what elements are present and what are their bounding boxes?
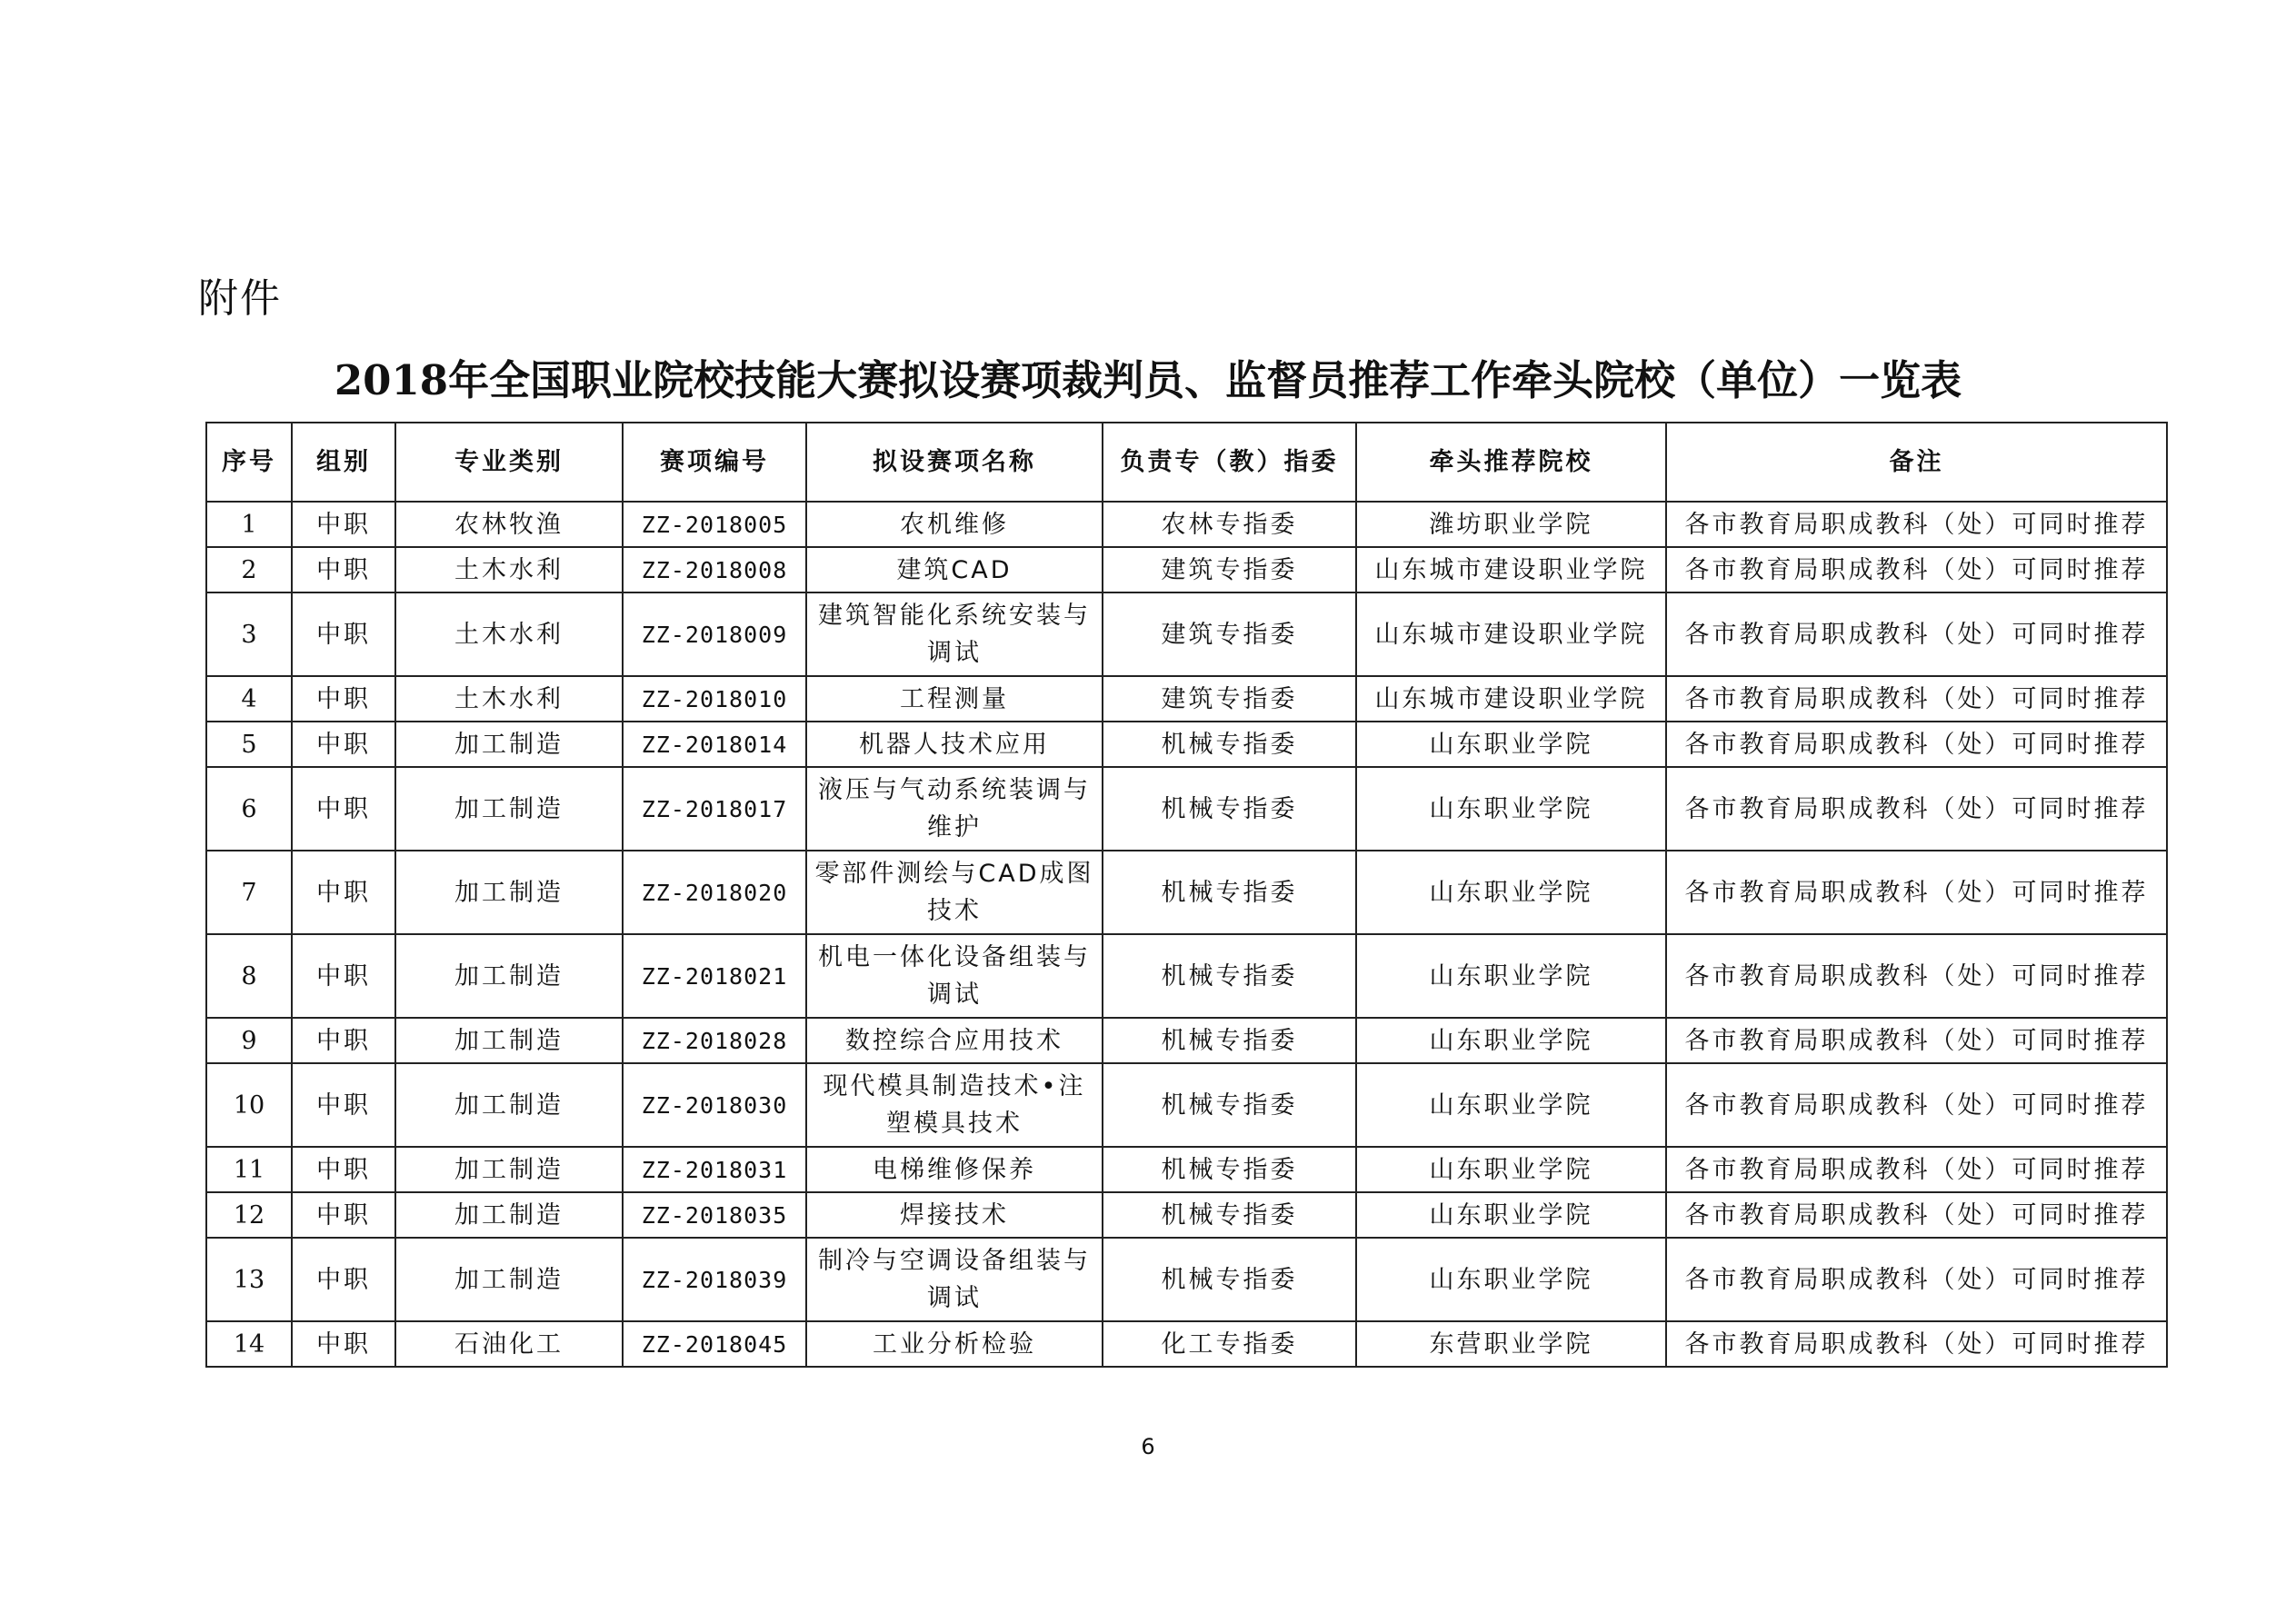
- cell-code: ZZ-2018020: [623, 851, 806, 934]
- cell-category: 加工制造: [395, 851, 623, 934]
- cell-category: 土木水利: [395, 547, 623, 592]
- cell-index: 8: [206, 934, 292, 1018]
- cell-committee: 建筑专指委: [1103, 592, 1356, 676]
- cell-code: ZZ-2018010: [623, 676, 806, 722]
- cell-committee: 建筑专指委: [1103, 547, 1356, 592]
- cell-group: 中职: [292, 1018, 395, 1063]
- cell-note: 各市教育局职成教科（处）可同时推荐: [1666, 1238, 2167, 1321]
- table-row: [206, 1238, 2167, 1321]
- cell-group: 中职: [292, 1238, 395, 1321]
- cell-group: 中职: [292, 502, 395, 547]
- cell-event-name: 电梯维修保养: [806, 1147, 1103, 1192]
- table-row: [206, 767, 2167, 851]
- cell-category: 土木水利: [395, 592, 623, 676]
- cell-index: 7: [206, 851, 292, 934]
- table-row: [206, 502, 2167, 547]
- cell-index: 14: [206, 1321, 292, 1367]
- cell-code: ZZ-2018014: [623, 722, 806, 767]
- cell-index: 6: [206, 767, 292, 851]
- attachment-label: 附件: [198, 275, 282, 322]
- header-index: 序号: [206, 423, 292, 502]
- cell-event-name: 制冷与空调设备组装与调试: [806, 1238, 1103, 1321]
- table-row: [206, 1018, 2167, 1063]
- cell-lead-school: 山东城市建设职业学院: [1356, 676, 1666, 722]
- cell-group: 中职: [292, 1147, 395, 1192]
- cell-committee: 机械专指委: [1103, 767, 1356, 851]
- cell-note: 各市教育局职成教科（处）可同时推荐: [1666, 934, 2167, 1018]
- recommendation-table: [205, 422, 2168, 1368]
- cell-index: 13: [206, 1238, 292, 1321]
- cell-committee: 农林专指委: [1103, 502, 1356, 547]
- cell-category: 土木水利: [395, 676, 623, 722]
- cell-index: 12: [206, 1192, 292, 1238]
- cell-lead-school: 山东职业学院: [1356, 1063, 1666, 1147]
- cell-note: 各市教育局职成教科（处）可同时推荐: [1666, 722, 2167, 767]
- cell-committee: 机械专指委: [1103, 1147, 1356, 1192]
- cell-code: ZZ-2018028: [623, 1018, 806, 1063]
- cell-lead-school: 山东城市建设职业学院: [1356, 592, 1666, 676]
- cell-event-name: 机器人技术应用: [806, 722, 1103, 767]
- header-lead-school: 牵头推荐院校: [1356, 423, 1666, 502]
- table-row: [206, 592, 2167, 676]
- cell-event-name: 机电一体化设备组装与调试: [806, 934, 1103, 1018]
- cell-event-name: 焊接技术: [806, 1192, 1103, 1238]
- cell-category: 加工制造: [395, 1147, 623, 1192]
- table-row: [206, 722, 2167, 767]
- cell-lead-school: 山东职业学院: [1356, 722, 1666, 767]
- cell-note: 各市教育局职成教科（处）可同时推荐: [1666, 547, 2167, 592]
- cell-group: 中职: [292, 722, 395, 767]
- cell-event-name: 零部件测绘与CAD成图技术: [806, 851, 1103, 934]
- cell-category: 加工制造: [395, 767, 623, 851]
- table-row: [206, 851, 2167, 934]
- cell-committee: 机械专指委: [1103, 934, 1356, 1018]
- cell-event-name: 液压与气动系统装调与维护: [806, 767, 1103, 851]
- cell-lead-school: 山东职业学院: [1356, 1018, 1666, 1063]
- cell-committee: 化工专指委: [1103, 1321, 1356, 1367]
- cell-index: 4: [206, 676, 292, 722]
- cell-note: 各市教育局职成教科（处）可同时推荐: [1666, 767, 2167, 851]
- cell-group: 中职: [292, 934, 395, 1018]
- cell-lead-school: 山东职业学院: [1356, 851, 1666, 934]
- cell-group: 中职: [292, 1321, 395, 1367]
- cell-code: ZZ-2018005: [623, 502, 806, 547]
- header-event-name: 拟设赛项名称: [806, 423, 1103, 502]
- cell-note: 各市教育局职成教科（处）可同时推荐: [1666, 851, 2167, 934]
- cell-code: ZZ-2018021: [623, 934, 806, 1018]
- document-title: 2018年全国职业院校技能大赛拟设赛项裁判员、监督员推荐工作牵头院校（单位）一览表: [334, 356, 1962, 404]
- cell-note: 各市教育局职成教科（处）可同时推荐: [1666, 676, 2167, 722]
- cell-category: 加工制造: [395, 722, 623, 767]
- cell-category: 加工制造: [395, 1238, 623, 1321]
- cell-category: 石油化工: [395, 1321, 623, 1367]
- cell-event-name: 建筑智能化系统安装与调试: [806, 592, 1103, 676]
- cell-lead-school: 潍坊职业学院: [1356, 502, 1666, 547]
- cell-lead-school: 山东职业学院: [1356, 1238, 1666, 1321]
- cell-note: 各市教育局职成教科（处）可同时推荐: [1666, 502, 2167, 547]
- table-row: [206, 1321, 2167, 1367]
- cell-note: 各市教育局职成教科（处）可同时推荐: [1666, 1321, 2167, 1367]
- cell-committee: 机械专指委: [1103, 1063, 1356, 1147]
- cell-code: ZZ-2018031: [623, 1147, 806, 1192]
- cell-event-name: 农机维修: [806, 502, 1103, 547]
- header-note: 备注: [1666, 423, 2167, 502]
- cell-note: 各市教育局职成教科（处）可同时推荐: [1666, 1192, 2167, 1238]
- cell-committee: 机械专指委: [1103, 1018, 1356, 1063]
- cell-category: 加工制造: [395, 1018, 623, 1063]
- cell-code: ZZ-2018030: [623, 1063, 806, 1147]
- cell-event-name: 数控综合应用技术: [806, 1018, 1103, 1063]
- cell-group: 中职: [292, 592, 395, 676]
- cell-event-name: 建筑CAD: [806, 547, 1103, 592]
- table-row: [206, 547, 2167, 592]
- cell-index: 10: [206, 1063, 292, 1147]
- cell-code: ZZ-2018045: [623, 1321, 806, 1367]
- cell-event-name: 现代模具制造技术•注塑模具技术: [806, 1063, 1103, 1147]
- cell-code: ZZ-2018039: [623, 1238, 806, 1321]
- cell-group: 中职: [292, 767, 395, 851]
- cell-committee: 建筑专指委: [1103, 676, 1356, 722]
- table-row: [206, 1147, 2167, 1192]
- cell-code: ZZ-2018009: [623, 592, 806, 676]
- table-row: [206, 1063, 2167, 1147]
- cell-note: 各市教育局职成教科（处）可同时推荐: [1666, 1018, 2167, 1063]
- cell-committee: 机械专指委: [1103, 1192, 1356, 1238]
- cell-group: 中职: [292, 1063, 395, 1147]
- cell-index: 1: [206, 502, 292, 547]
- cell-committee: 机械专指委: [1103, 851, 1356, 934]
- cell-code: ZZ-2018017: [623, 767, 806, 851]
- cell-note: 各市教育局职成教科（处）可同时推荐: [1666, 1147, 2167, 1192]
- cell-note: 各市教育局职成教科（处）可同时推荐: [1666, 1063, 2167, 1147]
- cell-lead-school: 山东职业学院: [1356, 767, 1666, 851]
- cell-category: 加工制造: [395, 1192, 623, 1238]
- cell-code: ZZ-2018035: [623, 1192, 806, 1238]
- header-category: 专业类别: [395, 423, 623, 502]
- cell-lead-school: 东营职业学院: [1356, 1321, 1666, 1367]
- cell-group: 中职: [292, 1192, 395, 1238]
- cell-lead-school: 山东城市建设职业学院: [1356, 547, 1666, 592]
- header-code: 赛项编号: [623, 423, 806, 502]
- table-row: [206, 934, 2167, 1018]
- cell-lead-school: 山东职业学院: [1356, 1192, 1666, 1238]
- table-header-row: [206, 423, 2167, 502]
- table-row: [206, 1192, 2167, 1238]
- cell-group: 中职: [292, 547, 395, 592]
- cell-lead-school: 山东职业学院: [1356, 1147, 1666, 1192]
- cell-index: 5: [206, 722, 292, 767]
- cell-category: 农林牧渔: [395, 502, 623, 547]
- header-committee: 负责专（教）指委: [1103, 423, 1356, 502]
- cell-index: 2: [206, 547, 292, 592]
- cell-event-name: 工程测量: [806, 676, 1103, 722]
- cell-event-name: 工业分析检验: [806, 1321, 1103, 1367]
- cell-category: 加工制造: [395, 934, 623, 1018]
- table-row: [206, 676, 2167, 722]
- cell-committee: 机械专指委: [1103, 722, 1356, 767]
- cell-index: 11: [206, 1147, 292, 1192]
- page-number: 6: [1141, 1434, 1155, 1459]
- header-group: 组别: [292, 423, 395, 502]
- cell-code: ZZ-2018008: [623, 547, 806, 592]
- cell-group: 中职: [292, 851, 395, 934]
- cell-committee: 机械专指委: [1103, 1238, 1356, 1321]
- cell-index: 9: [206, 1018, 292, 1063]
- cell-category: 加工制造: [395, 1063, 623, 1147]
- cell-note: 各市教育局职成教科（处）可同时推荐: [1666, 592, 2167, 676]
- cell-group: 中职: [292, 676, 395, 722]
- cell-index: 3: [206, 592, 292, 676]
- cell-lead-school: 山东职业学院: [1356, 934, 1666, 1018]
